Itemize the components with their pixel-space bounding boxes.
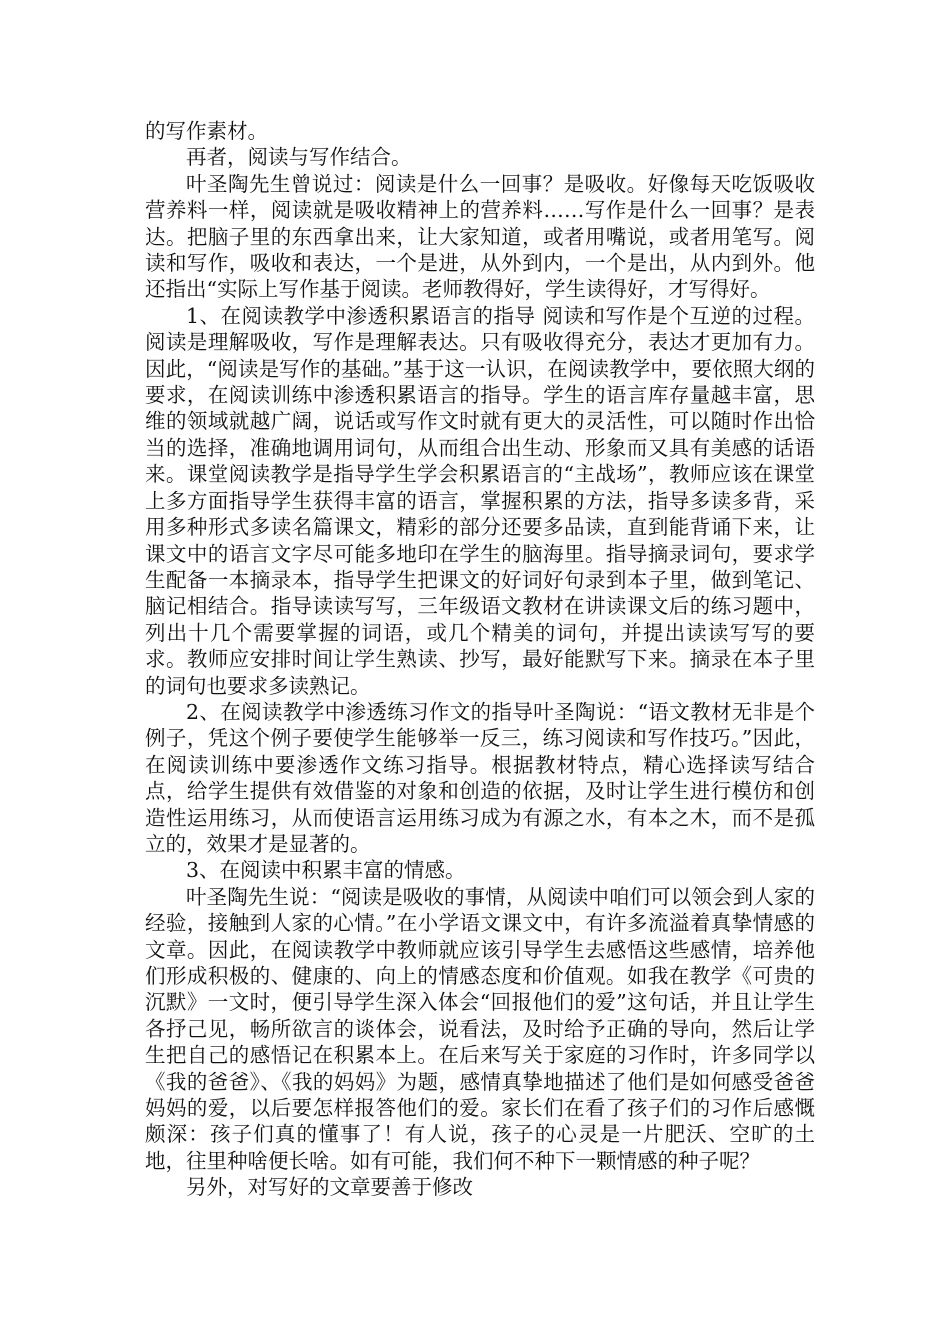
- paragraph-6: 3、在阅读中积累丰富的情感。: [186, 858, 466, 883]
- paragraph-7: 叶圣陶先生说：“阅读是吸收的事情，从阅读中咱们可以领会到人家的经验，接触到人家的心情。”在小学语文课文中，有许多流溢着真挚情感的文章。因此，在阅读教学中教师就应该引导学生去感悟这些感情，培养他们形成积极的、健康的、向上的情感态度和价值观。如我在教学《可贵的沉默》一文时，便引导学生深入体会“回报他们的爱”这句话，并且让学生各抒己见，畅所欲言的谈体会，说看法，及时给予正确的导向，然后让学生把自己的感悟记在积累本上。在后来写关于家庭的习作时，许多同学以《我的爸爸》、《我的妈妈》为题，感情真挚地描述了他们是如何感受爸爸妈妈的爱，以后要怎样报答他们的爱。家长们在看了孩子们的习作后感慨颇深：孩子们真的懂事了！有人说，孩子的心灵是一片肥沃、空旷的土地，往里种啥便长啥。如有可能，我们何不种下一颗情感的种子呢？: [145, 884, 815, 1173]
- paragraph-5: 2、在阅读教学中渗透练习作文的指导叶圣陶说：“语文教材无非是个例子，凭这个例子要使学生能够举一反三，练习阅读和写作技巧。”因此，在阅读训练中要渗透作文练习指导。根据教材特点，精心选择读写结合点，给学生提供有效借鉴的对象和创造的依据，及时让学生进行模仿和创造性运用练习，从而使语言运用练习成为有源之水，有本之木，而不是孤立的，效果才是显著的。: [145, 699, 815, 856]
- document-body: [145, 118, 815, 1201]
- paragraph-4: 1、在阅读教学中渗透积累语言的指导 阅读和写作是个互逆的过程。阅读是理解吸收，写作是理解表达。只有吸收得充分，表达才更加有力。因此，“阅读是写作的基础。”基于这一认识，在阅读教学中，要依照大纲的要求，在阅读训练中渗透积累语言的指导。学生的语言库存量越丰富，思维的领域就越广阔，说话或写作文时就有更大的灵活性，可以随时作出恰当的选择，准确地调用词句，从而组合出生动、形象而又具有美感的话语来。课堂阅读教学是指导学生学会积累语言的“主战场”，教师应该在课堂上多方面指导学生获得丰富的语言，掌握积累的方法，指导多读多背，采用多种形式多读名篇课文，精彩的部分还要多品读，直到能背诵下来，让课文中的语言文字尽可能多地印在学生的脑海里。指导摘录词句，要求学生配备一本摘录本，指导学生把课文的好词好句录到本子里，做到笔记、脑记相结合。指导读读写写，三年级语文教材在讲读课文后的练习题中，列出十几个需要掌握的词语，或几个精美的词句，并提出读读写写的要求。教师应安排时间让学生熟读、抄写，最好能默写下来。摘录在本子里的词句也要求多读熟记。: [145, 303, 815, 698]
- paragraph-1: 的写作素材。: [145, 119, 268, 143]
- paragraph-8: 另外，对写好的文章要善于修改: [186, 1175, 473, 1200]
- paragraph-3: 叶圣陶先生曾说过：阅读是什么一回事？是吸收。好像每天吃饭吸收营养料一样，阅读就是吸收精神上的营养料……写作是什么一回事？是表达。把脑子里的东西拿出来，让大家知道，或者用嘴说，或者用笔写。阅读和写作，吸收和表达，一个是进，从外到内，一个是出，从内到外。他还指出“实际上写作基于阅读。老师教得好，学生读得好，才写得好。: [145, 171, 815, 302]
- paragraph-2: 再者，阅读与写作结合。: [186, 145, 412, 170]
